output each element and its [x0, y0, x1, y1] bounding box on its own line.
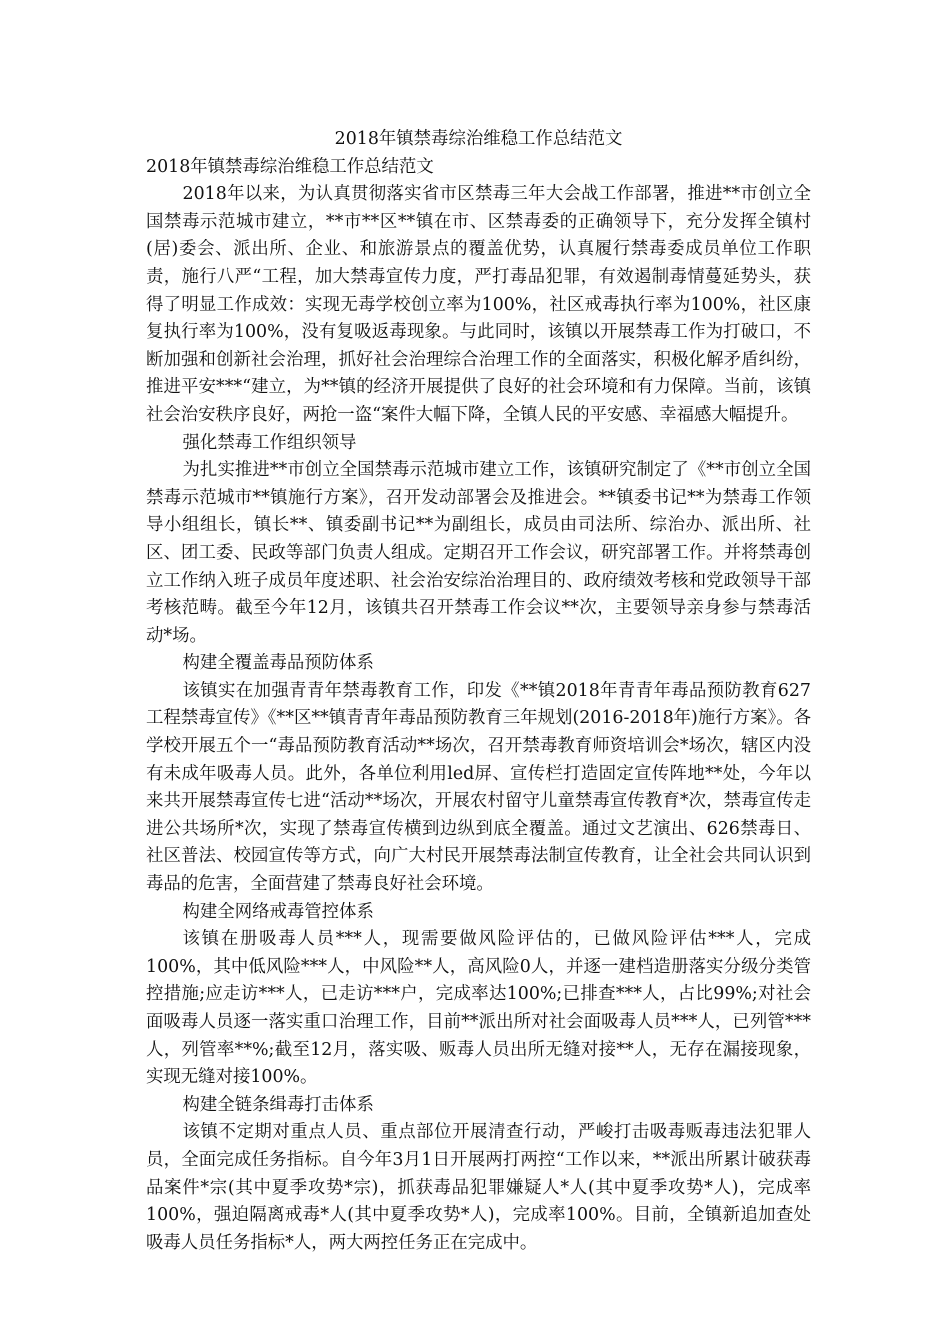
section-heading-control: 构建全网络戒毒管控体系 [182, 901, 374, 922]
document-subtitle: 2018年镇禁毒综治维稳工作总结范文 [146, 156, 434, 177]
section-paragraph-prevention: 该镇实在加强青青年禁毒教育工作，印发《**镇2018年青青年毒品预防教育627工程禁毒宣传》《**区**镇青青年毒品预防教育三年规划(2016-2018年)施行方案》。各学校开展五个一“毒品预防教育活动**场次，召开禁毒教育师资培训会*场次，辖区内没有未成年吸毒人员。此外，各单位利用led屏、宣传栏打造固定宣传阵地**处，今年以来共开展禁毒宣传七进“活动**场次，开展农村留守儿童禁毒宣传教育*次，禁毒宣传走进公共场所*次，实现了禁毒宣传横到边纵到底全覆盖。通过文艺演出、626禁毒日、社区普法、校园宣传等方式，向广大村民开展禁毒法制宣传教育，让全社会共同认识到毒品的危害，全面营建了禁毒良好社会环境。 [146, 680, 811, 895]
intro-paragraph: 2018年以来，为认真贯彻落实省市区禁毒三年大会战工作部署，推进**市创立全国禁毒示范城市建立，**市**区**镇在市、区禁毒委的正确领导下，充分发挥全镇村(居)委会、派出所、企业、和旅游景点的覆盖优势，认真履行禁毒委成员单位工作职责，施行八严“工程，加大禁毒宣传力度，严打毒品犯罪，有效遏制毒情蔓延势头，获得了明显工作成效：实现无毒学校创立率为100%，社区戒毒执行率为100%，社区康复执行率为100%，没有复吸返毒现象。与此同时，该镇以开展禁毒工作为打破口，不断加强和创新社会治理，抓好社会治理综合治理工作的全面落实，积极化解矛盾纠纷，推进平安***“建立，为**镇的经济开展提供了良好的社会环境和有力保障。当前，该镇社会治安秩序良好，两抢一盗“案件大幅下降，全镇人民的平安感、幸福感大幅提升。 [146, 184, 811, 425]
section-paragraph-organization: 为扎实推进**市创立全国禁毒示范城市建立工作，该镇研究制定了《**市创立全国禁毒示范城市**镇施行方案》，召开发动部署会及推进会。**镇委书记**为禁毒工作领导小组组长，镇长**、镇委副书记**为副组长，成员由司法所、综治办、派出所、社区、团工委、民政等部门负责人组成。定期召开工作会议，研究部署工作。并将禁毒创立工作纳入班子成员年度述职、社会治安综治治理目的、政府绩效考核和党政领导干部考核范畴。截至今年12月，该镇共召开禁毒工作会议**次，主要领导亲身参与禁毒活动*场。 [146, 460, 811, 646]
document-body [146, 126, 811, 1257]
section-heading-organization: 强化禁毒工作组织领导 [182, 432, 357, 453]
section-heading-enforcement: 构建全链条缉毒打击体系 [182, 1094, 374, 1115]
section-paragraph-control: 该镇在册吸毒人员***人，现需要做风险评估的，已做风险评估***人，完成100%，其中低风险***人，中风险**人，高风险0人，并逐一建档造册落实分级分类管控措施;应走访***人，已走访***户，完成率达100%;已排查***人，占比99%;对社会面吸毒人员逐一落实重口治理工作，目前**派出所对社会面吸毒人员***人，已列管***人，列管率**%;截至12月，落实吸、贩毒人员出所无缝对接**人，无存在漏接现象，实现无缝对接100%。 [146, 929, 811, 1088]
section-heading-prevention: 构建全覆盖毒品预防体系 [182, 653, 374, 674]
section-paragraph-enforcement: 该镇不定期对重点人员、重点部位开展清查行动，严峻打击吸毒贩毒违法犯罪人员，全面完成任务指标。自今年3月1日开展两打两控“工作以来，**派出所累计破获毒品案件*宗(其中夏季攻势*宗)，抓获毒品犯罪嫌疑人*人(其中夏季攻势*人)，完成率100%，强迫隔离戒毒*人(其中夏季攻势*人)，完成率100%。目前，全镇新追加查处吸毒人员任务指标*人，两大两控任务正在完成中。 [146, 1122, 811, 1253]
document-title: 2018年镇禁毒综治维稳工作总结范文 [334, 129, 623, 149]
